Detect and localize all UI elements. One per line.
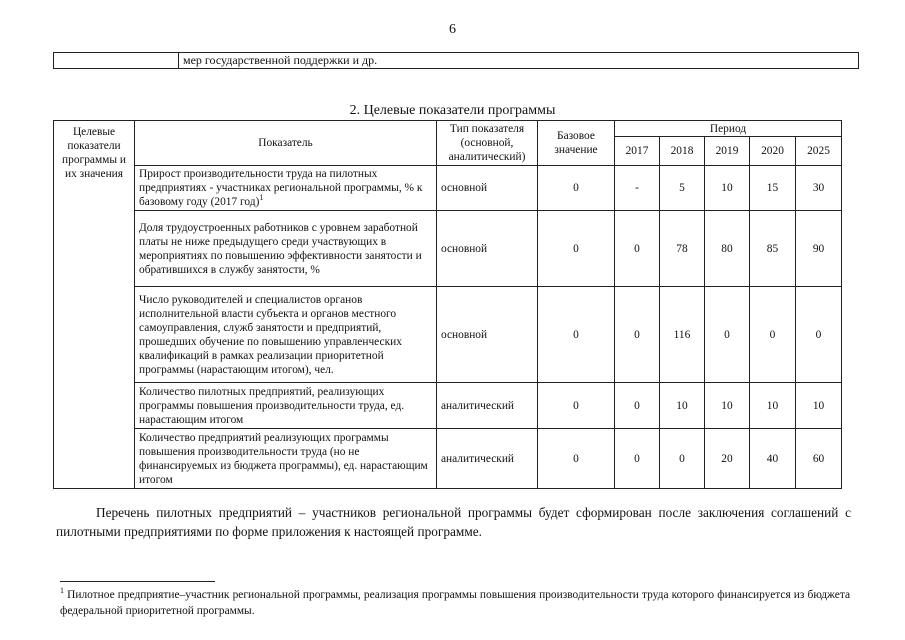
goals-column-header: Целевые показатели программы и их значения [54,121,135,489]
value-cell: 0 [705,287,750,383]
indicator-header: Показатель [135,121,437,166]
footnote-separator [60,581,215,582]
value-cell: 0 [796,287,842,383]
value-cell: 5 [660,166,705,211]
value-cell: 0 [660,429,705,489]
body-paragraph: Перечень пилотных предприятий – участников региональной программы будет сформирован после заключения соглашений с пилотными предприятиями по форме приложения к настоящей программе. [56,505,851,539]
previous-table-fragment [53,52,859,69]
value-cell: 0 [615,429,660,489]
value-cell: 10 [705,383,750,429]
value-cell: 30 [796,166,842,211]
year-header: 2018 [660,137,705,166]
table-row [54,211,842,287]
type-cell: основной [437,166,538,211]
value-cell: 20 [705,429,750,489]
indicator-cell: Число руководителей и специалистов органов исполнительной власти субъекта и органов местного самоуправления, служб занятости и предприятий, прошедших обучение по повышению управленческих квалификаций в рамках реализации приоритетной программы (нарастающим итогом), чел. [135,287,437,383]
footnote-text: Пилотное предприятие–участник региональной программы, реализация программы повышения производительности труда которого финансируется из бюджета федеральной приоритетной программы. [60,589,850,617]
base-cell: 0 [538,211,615,287]
page-number: 6 [449,22,456,37]
table-row [54,429,842,489]
value-cell: 0 [615,383,660,429]
indicator-cell: Доля трудоустроенных работников с уровнем заработной платы не ниже предыдущего среди участвующих в мероприятиях по повышению эффективности занятости и обратившихся в службу занятости, % [135,211,437,287]
prev-table-empty-cell [54,53,179,69]
value-cell: 0 [615,211,660,287]
value-cell: 60 [796,429,842,489]
year-header: 2020 [750,137,796,166]
type-cell: аналитический [437,383,538,429]
footnote-mark: 1 [60,586,64,596]
value-cell: 80 [705,211,750,287]
base-cell: 0 [538,287,615,383]
table-row [54,287,842,383]
header-row-1 [54,121,842,137]
indicator-cell: Количество пилотных предприятий, реализующих программы повышения производительности труда, ед. нарастающим итогом [135,383,437,429]
prev-table-cell: мер государственной поддержки и др. [179,53,859,69]
value-cell: 10 [705,166,750,211]
year-header: 2019 [705,137,750,166]
base-cell: 0 [538,166,615,211]
base-header: Базовое значение [538,121,615,166]
value-cell: 40 [750,429,796,489]
value-cell: 10 [796,383,842,429]
footnote-mark: 1 [259,193,264,203]
footnote [60,587,850,619]
value-cell: 10 [750,383,796,429]
value-cell: 15 [750,166,796,211]
indicator-text: Прирост производительности труда на пилотных предприятиях - участниках региональной программы, % к базовому году (2017 год) [139,168,423,208]
value-cell: 90 [796,211,842,287]
table-row [54,166,842,211]
base-cell: 0 [538,383,615,429]
value-cell: 0 [750,287,796,383]
type-cell: основной [437,211,538,287]
value-cell: 85 [750,211,796,287]
year-header: 2017 [615,137,660,166]
value-cell: 0 [615,287,660,383]
value-cell: - [615,166,660,211]
section-title: 2. Целевые показатели программы [349,103,556,118]
indicator-cell [135,166,437,211]
base-cell: 0 [538,429,615,489]
year-header: 2025 [796,137,842,166]
value-cell: 10 [660,383,705,429]
type-cell: аналитический [437,429,538,489]
type-header: Тип показателя (основной, аналитический) [437,121,538,166]
type-cell: основной [437,287,538,383]
value-cell: 116 [660,287,705,383]
value-cell: 78 [660,211,705,287]
indicator-cell: Количество предприятий реализующих программы повышения производительности труда (но не финансируемых из бюджета программы), ед. нарастающим итогом [135,429,437,489]
period-header: Период [615,121,842,137]
table-row [54,383,842,429]
indicators-table [53,120,842,489]
